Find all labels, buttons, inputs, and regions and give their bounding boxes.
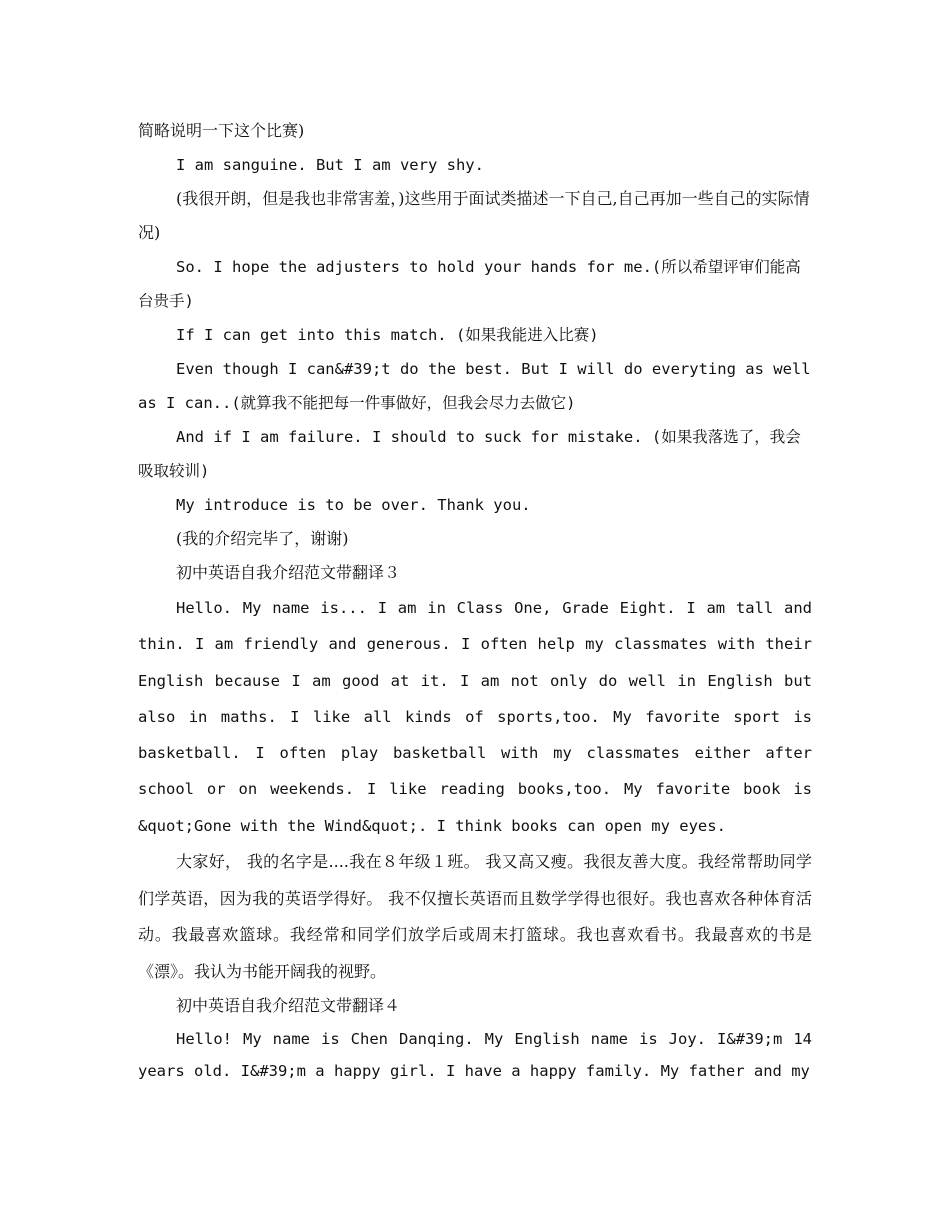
paragraph-failure: And if I am failure. I should to suck for mistake. (如果我落选了，我会吸取较训) xyxy=(138,428,801,480)
paragraph-sanguine: I am sanguine. But I am very shy. xyxy=(176,156,484,174)
paragraph-contest-note: 简略说明一下这个比赛) xyxy=(138,121,305,140)
paragraph-intro-4-english: Hello! My name is Chen Danqing. My English name is Joy. I&#39;m 14 years old. I&#39;m a happy girl. I have a happy family. My father and my xyxy=(138,1029,822,1081)
paragraph-thank-you: My introduce is to be over. Thank you. xyxy=(176,496,531,514)
paragraph-adjusters: So. I hope the adjusters to hold your hands for me.(所以希望评审们能高台贵手) xyxy=(138,258,801,310)
paragraph-sanguine-translation: (我很开朗，但是我也非常害羞，)这些用于面试类描述一下自己,自己再加一些自己的实际情况) xyxy=(138,189,810,242)
paragraph-intro-3-chinese: 大家好， 我的名字是....我在８年级１班。 我又高又瘦。我很友善大度。我经常帮助同学们学英语，因为我的英语学得好。 我不仅擅长英语而且数学学得也很好。我也喜欢各种体育活动。我最喜欢篮球。我经常和同学们放学后或周末打篮球。我也喜欢看书。我最喜欢的书是《漂》。我认为书能开阔我的视野。 xyxy=(138,852,812,981)
paragraph-thank-you-translation: (我的介绍完毕了，谢谢) xyxy=(176,529,349,548)
section-heading-3: 初中英语自我介绍范文带翻译３ xyxy=(176,563,401,582)
paragraph-intro-3-english: Hello. My name is... I am in Class One, Grade Eight. I am tall and thin. I am friendly and generous. I often help my classmates with their English because I am good at it. I am not only do well in English but also in maths. I like all kinds of sports,too. My favorite sport is basketball. I often play basketball with my classmates either after school or on weekends. I like reading books,too. My favorite book is &quot;Gone with the Wind&quot;. I think books can open my eyes. xyxy=(138,599,822,835)
section-heading-4: 初中英语自我介绍范文带翻译４ xyxy=(176,996,401,1016)
document-body xyxy=(138,114,822,1088)
paragraph-match: If I can get into this match. (如果我能进入比赛) xyxy=(176,326,599,344)
paragraph-even-though: Even though I can&#39;t do the best. But I will do everyting as well as I can..(就算我不能把每一件事做好，但我会尽力去做它) xyxy=(138,360,820,412)
